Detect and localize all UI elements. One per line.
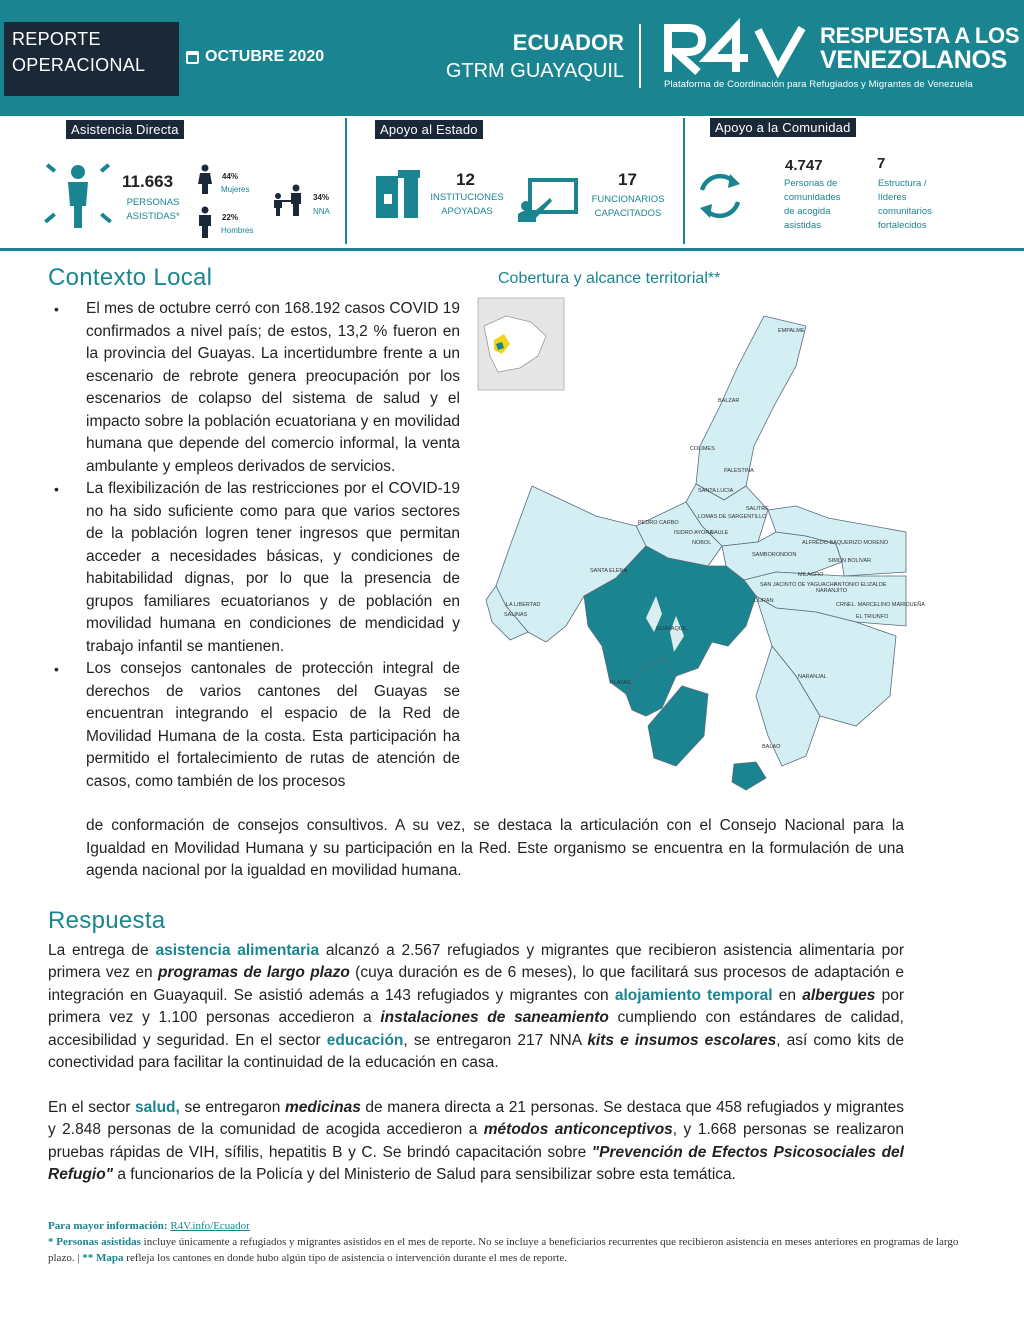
map-canton-label: COLIMES [690,446,715,452]
emphasized-term: métodos anticonceptivos [483,1121,673,1139]
org-title-line2: VENEZOLANOS [820,46,1007,74]
host-persons-value: 4.747 [785,157,823,174]
host-persons-label-line1: Personas de [784,178,838,189]
header-divider [639,24,641,88]
officials-label-line2: CAPACITADOS [594,208,662,219]
response-heading: Respuesta [48,907,166,934]
men-label: Hombres [221,226,254,235]
map-canton-label: DAULE [710,530,729,536]
paragraph-text: por primera vez y 1.100 personas accedieron a [48,986,905,1027]
emphasized-term: programas de largo plazo [158,964,350,982]
institutions-label-line1: INSTITUCIONES [430,192,504,203]
woman-icon [196,164,214,194]
map-canton-label: PALESTINA [724,468,754,474]
officials-value: 17 [618,170,637,189]
map-canton-label: BALZAR [718,398,740,404]
footnote-2-label: ** Mapa [82,1252,124,1264]
paragraph-text: cumpliendo con estándares de calidad, accesibilidad y seguridad. En el sector [48,1009,904,1049]
context-bullet-continuation: de conformación de consejos consultivos. A su vez, se destaca la articulación con el Consejo Nacional para la Igualdad en Movilidad Humana y su participación en la Red. Este organismo se encuentra en la formulación de una agenda nacional por la igualdad en movilidad humana. [86,817,904,879]
org-subtitle: Plataforma de Coordinación para Refugiados y Migrantes de Venezuela [664,79,973,90]
paragraph-text: (cuya duración es de 6 meses), lo que facilitará sus procesos de adaptación e integración en Guayaquil. Se asistió además a 143 refugiados y migrantes con [48,964,904,1004]
institutions-value: 12 [456,170,475,189]
kpi-separator [345,118,347,244]
context-bullet: • La flexibilización de las restricciones por el COVID-19 no ha sido suficiente como para que varios sectores de la población logren tener ingresos que permitan acceder a necesidades básicas, y condiciones de habitabilidad dignas, por lo que la presencia de grupos familiares ecuatorianos y de población en movilidad humana en condiciones de mendicidad y trabajo infantil se mantienen. [52,478,460,658]
map-canton-label: ANTONIO ELIZALDE [834,582,887,588]
map-canton-label: NARANJAL [798,674,827,680]
response-paragraph-1 [48,940,904,1074]
paragraph-text: , así como kits de conectividad para facilitar la continuidad de la educación en casa. [48,1031,905,1072]
footnote-2-text: refleja los cantones en donde hubo algún tipo de asistencia o intervención durante el mes de reporte. [123,1252,568,1264]
persons-assisted-label-line1: PERSONAS [126,197,180,208]
map-canton-label: NARANJITO [816,588,848,594]
org-title [820,24,1019,72]
report-type-box [4,22,179,96]
map-canton-label: DURAN [754,598,774,604]
structures-label-line3: comunitarios [878,206,932,217]
highlighted-sector: alojamiento temporal [614,986,773,1004]
country-name: ECUADOR [512,30,624,55]
structures-label-line4: fortalecidos [878,220,927,231]
context-heading: Contexto Local [48,264,213,291]
direct-assistance-tag: Asistencia Directa [66,120,184,139]
location-block [446,30,624,86]
map-canton-label: LA LIBERTAD [506,602,541,608]
kpi-separator [683,118,685,244]
highlighted-sector: asistencia alimentaria [155,942,320,959]
map-canton-label: PEDRO CARBO [638,520,679,526]
host-persons-label [784,177,864,233]
paragraph-text: a funcionarios de la Policía y del Ministerio de Salud para sensibilizar sobre esta temática. [113,1166,736,1184]
map-canton-label: EMPALME [778,328,805,334]
office-name: GTRM GUAYAQUIL [445,60,624,82]
host-persons-label-line2: comunidades [784,192,841,203]
state-support-tag: Apoyo al Estado [375,120,483,139]
r4v-logo [662,22,812,74]
paragraph-text: , y 1.668 personas se realizaron pruebas rápidas de VIH, sífilis, hepatitis B y C. Se brindó capacitación sobre [48,1121,905,1161]
map-canton-label: ALFREDO BAQUERIZO MORENO [802,540,889,546]
children-icon [268,182,308,216]
map-canton-label: SANTA LUCIA [698,488,734,494]
structures-value: 7 [877,155,886,172]
more-info-label: Para mayor información: [48,1220,168,1232]
emphasized-term: instalaciones de saneamiento [380,1009,609,1027]
paragraph-text: de manera directa a 21 personas. Se destaca que 458 refugiados y migrantes y 2.848 personas de la comunidad de acogida accedieron a [48,1099,905,1139]
footnote-text [48,1234,964,1266]
emphasized-term: albergues [802,986,876,1004]
footnote-1-text: incluye únicamente a refugiados y migrantes asistidos en el mes de reporte. No se incluye a beneficiarios recurrentes que recibieron asistencia en meses anteriores en programas de largo plazo. | [48,1236,959,1264]
men-percent: 22% [222,213,239,222]
map-canton-label: SAN JACINTO DE YAGUACHI [760,582,836,588]
map-canton-label: GUAYAQUIL [656,626,688,632]
report-type-line2: OPERACIONAL [12,55,146,75]
report-type-line1: REPORTE [12,29,101,49]
paragraph-text: en [772,986,803,1004]
map-canton-label: MILAGRO [798,572,824,578]
footnote-1-label: * Personas asistidas [48,1236,141,1248]
map-canton-label: BALAO [762,744,781,750]
map-canton-label: PLAYAS [610,680,631,686]
structures-label [878,177,968,233]
emphasized-term: medicinas [285,1099,361,1116]
man-icon [196,206,214,238]
officials-label [584,193,672,221]
persons-assisted-label [118,196,188,224]
map-canton-label: ISIDRO AYORA [674,530,714,536]
report-header [0,0,1024,116]
footer-notes [48,1218,964,1266]
map-title: Cobertura y alcance territorial** [498,270,721,287]
more-info-link[interactable]: R4V.info/Ecuador [170,1220,250,1232]
cycle-arrows-icon [694,170,746,222]
community-support-tag: Apoyo a la Comunidad [710,118,856,137]
map-canton-label: SANTA ELENA [590,568,628,574]
person-assisted-icon [44,160,112,230]
structures-label-line1: Estructura / [878,178,927,189]
training-icon [516,176,580,222]
report-date [186,48,324,66]
map-canton-label: NOBOL [692,540,712,546]
emphasized-term: kits e insumos escolares [587,1031,777,1049]
paragraph-text: , se entregaron 217 NNA [403,1031,588,1049]
calendar-icon [186,51,199,64]
children-percent: 34% [313,193,330,202]
context-bullet-list [52,298,460,793]
coverage-map [476,296,925,794]
map-canton-label: LOMAS DE SARGENTILLO [698,514,767,520]
paragraph-text: alcanzó a 2.567 refugiados y migrantes que recibieron asistencia alimentaria por primera vez en [48,942,904,982]
response-paragraph-2 [48,1097,904,1187]
map-canton-label: SALITRE [746,506,769,512]
map-canton-label: EL TRIUNFO [856,614,889,620]
institution-building-icon [376,170,426,218]
highlighted-sector: salud, [135,1099,180,1116]
paragraph-text: se entregaron [179,1099,285,1116]
map-canton-label: CRNEL. MARCELINO MARIDUEÑA [836,602,925,608]
context-bullet: • El mes de octubre cerró con 168.192 casos COVID 19 confirmados a nivel país; de estos, 13,2 % fueron en la provincia del Guayas. La incertidumbre frente a un escenario de rebrote genera preocupación por los escenarios de colapso del sistema de salud y el impacto sobre la población ecuatoriana y en movilidad humana que depende del comercio informal, la venta ambulante y empleos derivados de servicios. [52,298,460,478]
report-date-text: OCTUBRE 2020 [205,48,325,65]
women-percent: 44% [222,172,239,181]
highlighted-sector: educación [326,1031,404,1049]
host-persons-label-line4: asistidas [784,220,821,231]
org-title-line1: RESPUESTA A LOS [820,23,1020,48]
officials-label-line1: FUNCIONARIOS [591,194,665,205]
children-label: NNA [313,207,330,216]
kpi-bottom-rule [0,248,1024,251]
host-persons-label-line3: de acogida [784,206,831,217]
institutions-label-line2: APOYADAS [441,206,493,217]
map-canton-label: SIMON BOLIVAR [828,558,871,564]
structures-label-line2: líderes [878,192,907,203]
map-canton-label: SAMBORONDON [752,552,797,558]
institutions-label [424,191,510,219]
map-canton-label: SALINAS [504,612,528,618]
women-label: Mujeres [221,185,250,194]
context-bullet: • Los consejos cantonales de protección integral de derechos de varios cantones del Guayas se encuentran integrando el espacio de la Red de Movilidad Humana de la costa. Esta participación ha permitido el fortalecimiento de rutas de atención de casos, como también de los procesos [52,658,460,793]
more-info-line [48,1218,964,1234]
persons-assisted-value: 11.663 [122,172,174,191]
emphasized-term: "Prevención de Efectos Psicosociales del Refugio" [48,1143,904,1184]
paragraph-text: La entrega de [48,942,156,959]
paragraph-text: En el sector [48,1099,136,1116]
persons-assisted-label-line2: ASISTIDAS* [126,211,180,222]
